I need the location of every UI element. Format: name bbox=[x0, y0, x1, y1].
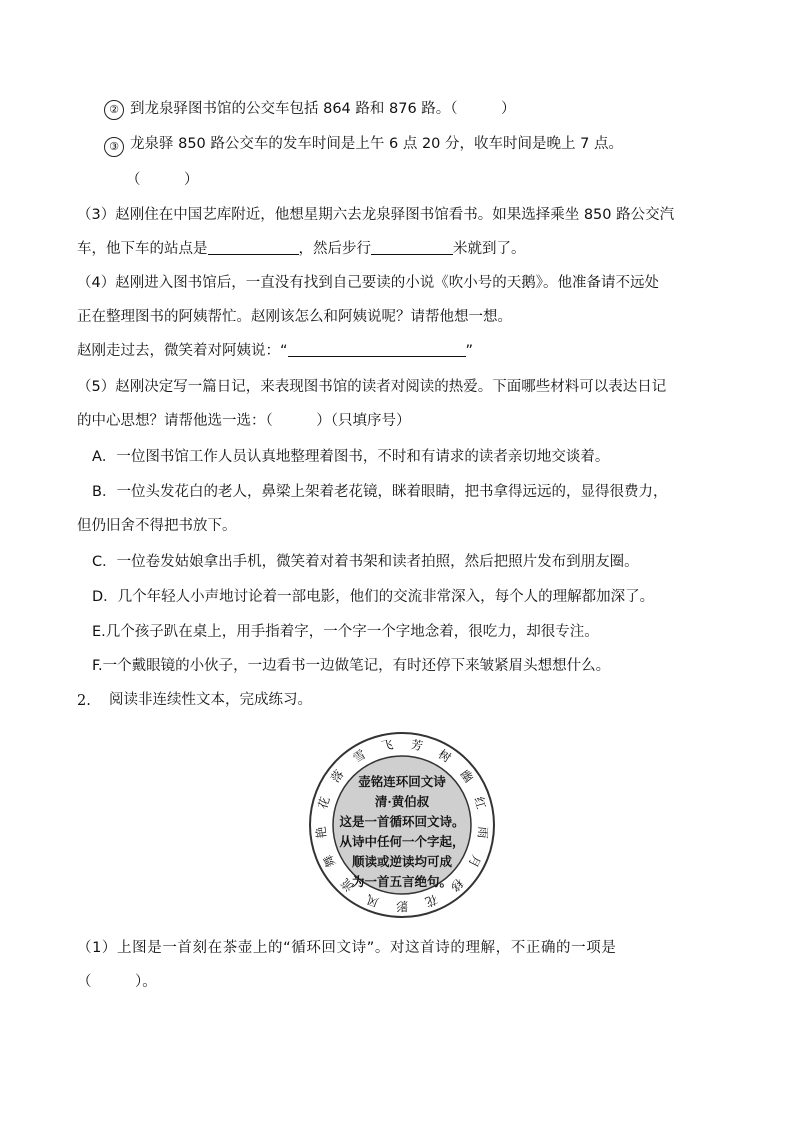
option-c: C．一位卷发姑娘拿出手机，微笑着对着书架和读者拍照，然后把照片发布到朋友圈。 bbox=[92, 554, 639, 570]
option-f: F.一个戴眼镜的小伙子，一边看书一边做笔记，有时还停下来皱紧眉头想想什么。 bbox=[92, 658, 611, 674]
question-4-text-b: ” bbox=[465, 343, 474, 359]
seal-ring-char: 月 bbox=[465, 852, 484, 870]
seal-inner-line-2: 清·黄伯叔 bbox=[374, 794, 430, 809]
question-3-line1: （3）赵刚住在中国艺库附近，他想星期六去龙泉驿图书馆看书。如果选择乘坐 850 路公交汽 bbox=[77, 207, 675, 223]
seal-inner-line-1: 壶铭连环回文诗 bbox=[358, 774, 446, 789]
station-blank[interactable] bbox=[208, 240, 299, 255]
question-3-text-c: 米就到了。 bbox=[453, 241, 526, 257]
question-5-line2: 的中心思想？请帮他选一选：（ ）（只填序号） bbox=[77, 413, 411, 429]
seal-ring-char: 舞 bbox=[320, 852, 339, 870]
seal-ring-char: 艳 bbox=[313, 825, 329, 840]
seal-ring-char: 幽 bbox=[457, 767, 476, 786]
question-4-text-a: 赵刚走过去，微笑着对阿姨说：“ bbox=[77, 343, 288, 359]
distance-blank[interactable] bbox=[371, 240, 453, 255]
seal-inner-line-3: 这是一首循环回文诗。 bbox=[339, 814, 465, 829]
item-3-text: 龙泉驿 850 路公交车的发车时间是上午 6 点 20 分，收车时间是晚上 7 点。 bbox=[130, 136, 623, 152]
seal-ring-char: 移 bbox=[447, 875, 466, 895]
sub-question-1-line2: （ ）。 bbox=[77, 974, 157, 990]
seal-ring-char: 雪 bbox=[350, 747, 369, 766]
option-e: E.几个孩子趴在桌上，用手指着字，一个字一个字地念着，很吃力，却很专注。 bbox=[92, 624, 599, 640]
seal-ring-char: 影 bbox=[395, 899, 409, 913]
sub-question-1-line1: （1）上图是一首刻在茶壶上的“循环回文诗”。对这首诗的理解，不正确的一项是 bbox=[77, 940, 617, 956]
section-2-text: 阅读非连续性文本，完成练习。 bbox=[109, 692, 312, 708]
item-2-text: 到龙泉驿图书馆的公交车包括 864 路和 876 路。（ ） bbox=[130, 101, 516, 117]
option-b: B．一位头发花白的老人，鼻梁上架着老花镜，眯着眼睛，把书拿得远远的，显得很费力， bbox=[92, 484, 668, 500]
dialogue-blank[interactable] bbox=[288, 342, 466, 357]
seal-ring-char: 红 bbox=[471, 795, 489, 811]
seal-inner-line-4: 从诗中任何一个字起， bbox=[339, 834, 465, 849]
seal-ring-char: 雨 bbox=[475, 825, 491, 840]
seal-ring-char: 芳 bbox=[409, 737, 425, 754]
seal-graphic bbox=[307, 730, 497, 920]
question-5-line1: （5）赵刚决定写一篇日记，来表现图书馆的读者对阅读的热爱。下面哪些材料可以表达日记 bbox=[77, 379, 667, 395]
seal-ring-char: 花 bbox=[423, 891, 440, 910]
seal-ring-char: 树 bbox=[435, 747, 454, 766]
seal-ring-char: 飞 bbox=[379, 737, 395, 754]
seal-ring-char: 花 bbox=[315, 795, 333, 811]
option-a: A．一位图书馆工作人员认真地整理着图书，不时和有请求的读者亲切地交谈着。 bbox=[92, 449, 610, 465]
option-b-continued: 但仍旧舍不得把书放下。 bbox=[77, 518, 237, 534]
seal-ring-char: 落 bbox=[328, 767, 347, 786]
item-3-marker: ③ bbox=[104, 137, 124, 157]
item-3-answer-paren: （ ） bbox=[126, 172, 199, 188]
question-4-line1: （4）赵刚进入图书馆后，一直没有找到自己要读的小说《吹小号的天鹅》。他准备请不远处 bbox=[77, 275, 659, 291]
question-3-text-a: 车，他下车的站点是 bbox=[77, 241, 208, 257]
section-2-number: 2. bbox=[77, 693, 91, 709]
question-4-line2: 正在整理图书的阿姨帮忙。赵刚该怎么和阿姨说呢？请帮他想一想。 bbox=[77, 309, 512, 325]
seal-ring-char: 风 bbox=[364, 891, 381, 910]
question-3-text-b: ，然后步行 bbox=[298, 241, 371, 257]
teapot-poem-seal bbox=[307, 730, 497, 920]
option-d: D．几个年轻人小声地讨论着一部电影，他们的交流非常深入，每个人的理解都加深了。 bbox=[92, 589, 655, 605]
seal-ring-char: 流 bbox=[338, 875, 357, 895]
seal-inner-line-5: 顺读或逆读均可成 bbox=[351, 854, 453, 869]
seal-inner-line-6: 为一首五言绝句。 bbox=[351, 874, 453, 889]
question-4-line3 bbox=[77, 341, 473, 361]
question-3-line2 bbox=[77, 239, 526, 259]
item-2-marker: ② bbox=[104, 100, 124, 120]
